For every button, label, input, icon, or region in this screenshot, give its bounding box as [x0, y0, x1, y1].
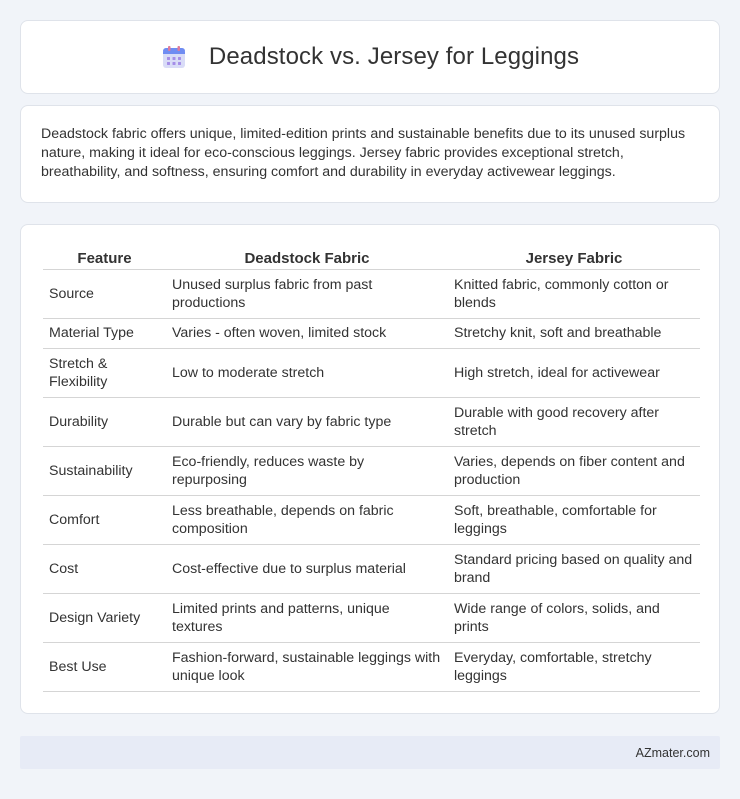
deadstock-cell: Low to moderate stretch [166, 348, 448, 397]
table-row [43, 642, 700, 691]
jersey-cell: Varies, depends on fiber content and production [448, 446, 700, 495]
deadstock-cell: Limited prints and patterns, unique textures [166, 593, 448, 642]
deadstock-cell: Varies - often woven, limited stock [166, 318, 448, 348]
footer [20, 736, 720, 769]
deadstock-cell: Unused surplus fabric from past productions [166, 269, 448, 318]
deadstock-cell: Less breathable, depends on fabric composition [166, 495, 448, 544]
deadstock-cell: Eco-friendly, reduces waste by repurposing [166, 446, 448, 495]
jersey-cell: Knitted fabric, commonly cotton or blends [448, 269, 700, 318]
jersey-cell: Soft, breathable, comfortable for leggings [448, 495, 700, 544]
deadstock-cell: Durable but can vary by fabric type [166, 397, 448, 446]
header-feature: Feature [43, 247, 166, 269]
feature-cell: Durability [43, 397, 166, 446]
feature-cell: Source [43, 269, 166, 318]
table-row [43, 544, 700, 593]
feature-cell: Material Type [43, 318, 166, 348]
summary-card [20, 105, 720, 203]
calendar-icon [161, 44, 187, 70]
deadstock-cell: Fashion-forward, sustainable leggings with unique look [166, 642, 448, 691]
feature-cell: Cost [43, 544, 166, 593]
comparison-table [43, 247, 700, 692]
table-header-row [43, 247, 700, 269]
comparison-table-card [20, 224, 720, 714]
jersey-cell: Everyday, comfortable, stretchy leggings [448, 642, 700, 691]
table-row [43, 269, 700, 318]
jersey-cell: High stretch, ideal for activewear [448, 348, 700, 397]
table-row [43, 348, 700, 397]
feature-cell: Comfort [43, 495, 166, 544]
jersey-cell: Stretchy knit, soft and breathable [448, 318, 700, 348]
feature-cell: Best Use [43, 642, 166, 691]
title-card [20, 20, 720, 94]
feature-cell: Sustainability [43, 446, 166, 495]
table-row [43, 446, 700, 495]
feature-cell: Stretch & Flexibility [43, 348, 166, 397]
jersey-cell: Durable with good recovery after stretch [448, 397, 700, 446]
table-row [43, 318, 700, 348]
deadstock-cell: Cost-effective due to surplus material [166, 544, 448, 593]
table-row [43, 397, 700, 446]
page-title: Deadstock vs. Jersey for Leggings [208, 43, 580, 70]
header-deadstock: Deadstock Fabric [166, 247, 448, 269]
summary-text: Deadstock fabric offers unique, limited-edition prints and sustainable benefits due to its unused surplus nature, making it ideal for eco-conscious leggings. Jersey fabric provides exceptional stretch, breathability, and softness, ensuring comfort and durability in everyday activewear leggings. [41, 126, 686, 180]
feature-cell: Design Variety [43, 593, 166, 642]
jersey-cell: Standard pricing based on quality and brand [448, 544, 700, 593]
jersey-cell: Wide range of colors, solids, and prints [448, 593, 700, 642]
table-row [43, 495, 700, 544]
table-row [43, 593, 700, 642]
footer-brand: AZmater.com [635, 745, 710, 760]
header-jersey: Jersey Fabric [448, 247, 700, 269]
